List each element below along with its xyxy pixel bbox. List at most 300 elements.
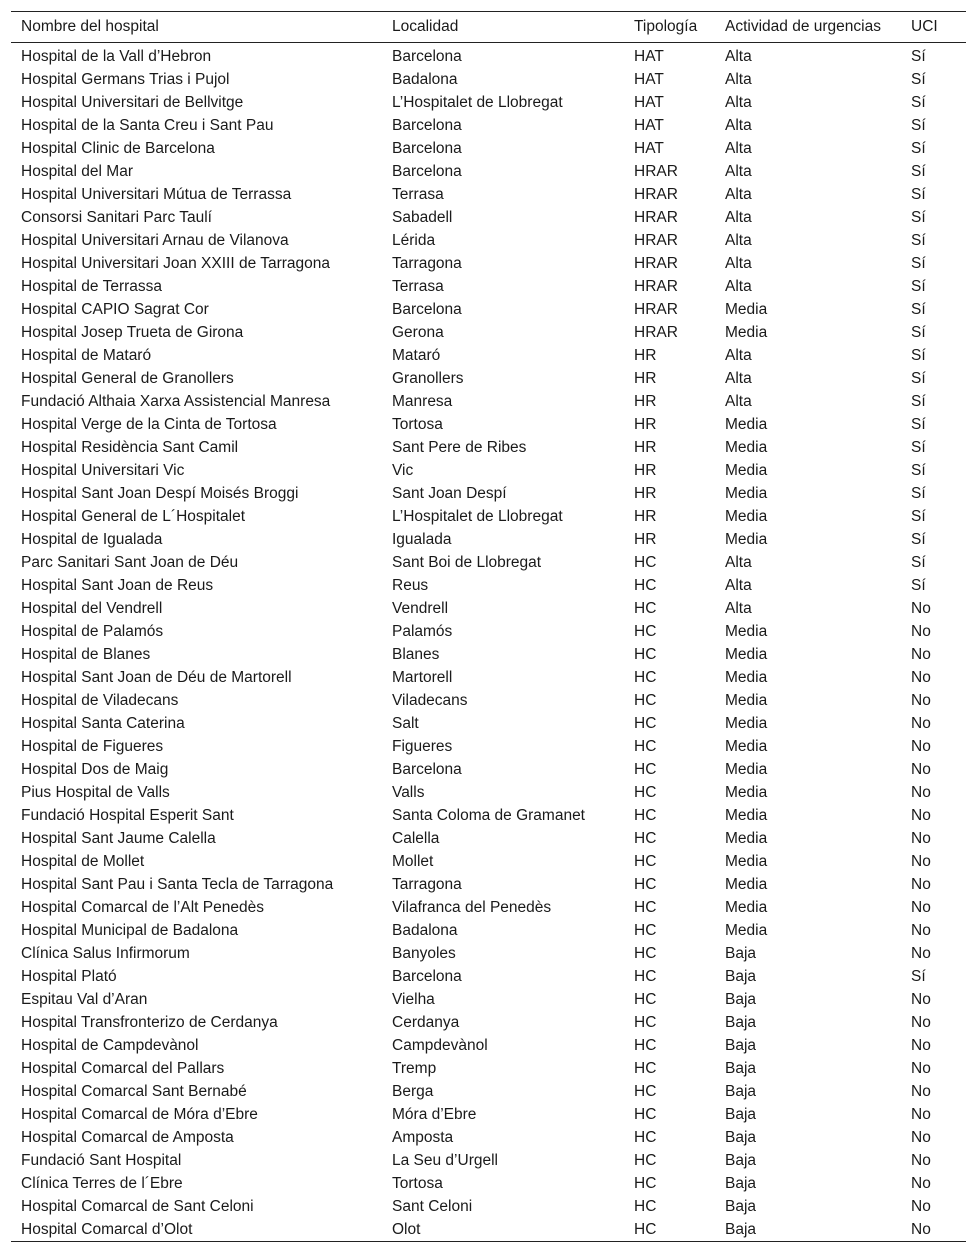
cell-emergency-activity: Baja bbox=[715, 1218, 901, 1242]
cell-hospital-name: Hospital Comarcal de Amposta bbox=[21, 1128, 234, 1146]
table-row bbox=[11, 551, 966, 574]
cell-typology: HRAR bbox=[634, 277, 678, 295]
cell-locality: Barcelona bbox=[392, 760, 462, 778]
cell-emergency-activity: Media bbox=[725, 530, 768, 548]
cell-hospital-name: Parc Sanitari Sant Joan de Déu bbox=[21, 553, 239, 571]
cell-typology: HC bbox=[634, 1197, 657, 1215]
cell-typology: HR bbox=[634, 484, 657, 502]
cell-icu: Sí bbox=[911, 967, 926, 985]
cell-typology: HC bbox=[634, 622, 657, 640]
header-typology: Tipología bbox=[624, 12, 715, 43]
cell-emergency-activity: Alta bbox=[725, 277, 752, 295]
cell-emergency-activity: Media bbox=[725, 898, 768, 916]
cell-locality: Palamós bbox=[392, 622, 453, 640]
cell-emergency-activity: Media bbox=[725, 645, 768, 663]
cell-icu: Sí bbox=[911, 507, 926, 525]
table-body bbox=[11, 43, 966, 1242]
cell-hospital-name: Hospital Verge de la Cinta de Tortosa bbox=[21, 415, 277, 433]
cell-emergency-activity: Alta bbox=[725, 139, 752, 157]
cell-hospital-name: Hospital Sant Joan de Reus bbox=[21, 576, 214, 594]
table-row bbox=[11, 390, 966, 413]
cell-icu: No bbox=[911, 806, 931, 824]
cell-icu: No bbox=[911, 714, 931, 732]
cell-emergency-activity: Media bbox=[725, 829, 768, 847]
cell-icu: Sí bbox=[911, 323, 926, 341]
cell-hospital-name: Hospital del Mar bbox=[21, 162, 133, 180]
table-row bbox=[11, 804, 966, 827]
cell-icu: Sí bbox=[911, 300, 926, 318]
cell-icu: No bbox=[911, 875, 931, 893]
cell-hospital-name: Hospital Plató bbox=[21, 967, 117, 985]
cell-locality: Salt bbox=[392, 714, 419, 732]
cell-hospital-name: Fundació Althaia Xarxa Assistencial Manresa bbox=[21, 392, 331, 410]
cell-hospital-name: Hospital de la Vall d’Hebron bbox=[21, 47, 212, 65]
cell-emergency-activity: Alta bbox=[725, 369, 752, 387]
cell-emergency-activity: Alta bbox=[725, 162, 752, 180]
cell-typology: HC bbox=[634, 1036, 657, 1054]
table-row bbox=[11, 528, 966, 551]
cell-typology: HAT bbox=[634, 116, 664, 134]
cell-hospital-name: Hospital Sant Joan de Déu de Martorell bbox=[21, 668, 292, 686]
table-row bbox=[11, 459, 966, 482]
table-row bbox=[11, 114, 966, 137]
table-row bbox=[11, 229, 966, 252]
table-row bbox=[11, 1126, 966, 1149]
cell-locality: Martorell bbox=[392, 668, 453, 686]
cell-typology: HC bbox=[634, 806, 657, 824]
cell-icu: No bbox=[911, 990, 931, 1008]
cell-emergency-activity: Alta bbox=[725, 346, 752, 364]
table-row bbox=[11, 505, 966, 528]
table-row bbox=[11, 620, 966, 643]
cell-icu: Sí bbox=[911, 139, 926, 157]
cell-emergency-activity: Alta bbox=[725, 392, 752, 410]
cell-hospital-name: Pius Hospital de Valls bbox=[21, 783, 170, 801]
cell-icu: No bbox=[911, 645, 931, 663]
table-row bbox=[11, 781, 966, 804]
hospital-table-container bbox=[11, 11, 966, 1242]
cell-hospital-name: Hospital CAPIO Sagrat Cor bbox=[21, 300, 209, 318]
cell-typology: HC bbox=[634, 599, 657, 617]
table-row bbox=[11, 206, 966, 229]
cell-hospital-name: Hospital de Mollet bbox=[21, 852, 145, 870]
cell-icu: Sí bbox=[911, 346, 926, 364]
cell-locality: Tortosa bbox=[392, 1174, 443, 1192]
table-header bbox=[11, 12, 966, 43]
cell-icu: Sí bbox=[911, 70, 926, 88]
cell-emergency-activity: Alta bbox=[725, 254, 752, 272]
cell-icu: Sí bbox=[911, 369, 926, 387]
cell-typology: HC bbox=[634, 1151, 657, 1169]
cell-locality: Barcelona bbox=[392, 47, 462, 65]
cell-typology: HAT bbox=[634, 93, 664, 111]
table-row bbox=[11, 160, 966, 183]
cell-locality: Barcelona bbox=[392, 139, 462, 157]
cell-typology: HC bbox=[634, 1059, 657, 1077]
cell-typology: HRAR bbox=[634, 185, 678, 203]
cell-typology: HC bbox=[634, 737, 657, 755]
cell-icu: No bbox=[911, 1174, 931, 1192]
cell-hospital-name: Hospital Comarcal d’Olot bbox=[11, 1218, 382, 1242]
table-row bbox=[11, 482, 966, 505]
cell-icu: No bbox=[911, 921, 931, 939]
cell-hospital-name: Hospital de Mataró bbox=[21, 346, 152, 364]
table-row bbox=[11, 91, 966, 114]
cell-locality: Berga bbox=[392, 1082, 434, 1100]
cell-emergency-activity: Baja bbox=[725, 944, 757, 962]
cell-hospital-name: Hospital Clinic de Barcelona bbox=[21, 139, 215, 157]
cell-locality: Terrasa bbox=[392, 277, 444, 295]
cell-locality: Barcelona bbox=[392, 116, 462, 134]
cell-hospital-name: Consorsi Sanitari Parc Taulí bbox=[21, 208, 212, 226]
cell-hospital-name: Hospital de Figueres bbox=[21, 737, 164, 755]
cell-emergency-activity: Media bbox=[725, 714, 768, 732]
cell-hospital-name: Hospital Residència Sant Camil bbox=[21, 438, 239, 456]
cell-icu: No bbox=[911, 691, 931, 709]
cell-locality: Figueres bbox=[392, 737, 453, 755]
cell-locality: Sant Pere de Ribes bbox=[392, 438, 527, 456]
table-row bbox=[11, 758, 966, 781]
cell-emergency-activity: Baja bbox=[725, 1174, 757, 1192]
cell-typology: HRAR bbox=[634, 254, 678, 272]
table-row bbox=[11, 988, 966, 1011]
cell-icu: Sí bbox=[911, 162, 926, 180]
cell-icu: No bbox=[911, 599, 931, 617]
cell-hospital-name: Clínica Terres de l´Ebre bbox=[21, 1174, 183, 1192]
cell-typology: HAT bbox=[634, 70, 664, 88]
cell-locality: Vilafranca del Penedès bbox=[392, 898, 552, 916]
cell-emergency-activity: Alta bbox=[725, 93, 752, 111]
table-row bbox=[11, 1057, 966, 1080]
cell-icu: Sí bbox=[911, 185, 926, 203]
cell-typology: HC bbox=[634, 967, 657, 985]
cell-icu: No bbox=[911, 898, 931, 916]
cell-typology: HC bbox=[634, 576, 657, 594]
table-row bbox=[11, 344, 966, 367]
cell-hospital-name: Fundació Sant Hospital bbox=[21, 1151, 182, 1169]
cell-locality: Gerona bbox=[392, 323, 444, 341]
table-row bbox=[11, 827, 966, 850]
cell-icu: No bbox=[911, 1013, 931, 1031]
cell-icu: Sí bbox=[911, 484, 926, 502]
cell-emergency-activity: Baja bbox=[725, 1013, 757, 1031]
cell-locality: Viladecans bbox=[392, 691, 468, 709]
cell-typology: HC bbox=[624, 1218, 715, 1242]
cell-locality: Mataró bbox=[392, 346, 441, 364]
cell-locality: Barcelona bbox=[392, 162, 462, 180]
table-row bbox=[11, 68, 966, 91]
table-row bbox=[11, 367, 966, 390]
cell-icu: Sí bbox=[911, 438, 926, 456]
cell-icu: No bbox=[911, 1128, 931, 1146]
hospital-table bbox=[11, 11, 966, 1242]
cell-locality: Tarragona bbox=[392, 875, 462, 893]
cell-hospital-name: Hospital Comarcal del Pallars bbox=[21, 1059, 225, 1077]
table-row bbox=[11, 965, 966, 988]
cell-emergency-activity: Alta bbox=[725, 599, 752, 617]
cell-icu: Sí bbox=[911, 530, 926, 548]
cell-locality: Vielha bbox=[392, 990, 435, 1008]
cell-typology: HRAR bbox=[634, 208, 678, 226]
cell-icu: No bbox=[911, 1197, 931, 1215]
table-row bbox=[11, 1149, 966, 1172]
cell-emergency-activity: Alta bbox=[725, 47, 752, 65]
cell-icu: No bbox=[911, 760, 931, 778]
cell-icu: Sí bbox=[911, 392, 926, 410]
cell-hospital-name: Hospital Sant Joan Despí Moisés Broggi bbox=[21, 484, 299, 502]
header-hospital-name: Nombre del hospital bbox=[11, 12, 382, 43]
cell-icu: Sí bbox=[911, 47, 926, 65]
cell-emergency-activity: Media bbox=[725, 852, 768, 870]
cell-icu: No bbox=[911, 1082, 931, 1100]
cell-hospital-name: Hospital Universitari Vic bbox=[21, 461, 185, 479]
cell-locality: Reus bbox=[392, 576, 429, 594]
cell-emergency-activity: Baja bbox=[725, 990, 757, 1008]
cell-typology: HC bbox=[634, 645, 657, 663]
cell-hospital-name: Hospital Comarcal Sant Bernabé bbox=[21, 1082, 247, 1100]
table-row bbox=[11, 298, 966, 321]
cell-typology: HRAR bbox=[634, 323, 678, 341]
cell-icu: No bbox=[911, 1059, 931, 1077]
cell-emergency-activity: Media bbox=[725, 760, 768, 778]
header-icu: UCI bbox=[901, 12, 966, 43]
table-row bbox=[11, 942, 966, 965]
cell-icu: No bbox=[911, 852, 931, 870]
cell-typology: HC bbox=[634, 829, 657, 847]
table-row bbox=[11, 1195, 966, 1218]
cell-locality: Terrasa bbox=[392, 185, 444, 203]
table-row bbox=[11, 436, 966, 459]
cell-hospital-name: Hospital de Terrassa bbox=[21, 277, 163, 295]
cell-emergency-activity: Baja bbox=[725, 1036, 757, 1054]
cell-typology: HC bbox=[634, 852, 657, 870]
cell-hospital-name: Hospital General de Granollers bbox=[21, 369, 234, 387]
cell-emergency-activity: Baja bbox=[725, 967, 757, 985]
cell-locality: Blanes bbox=[392, 645, 440, 663]
cell-hospital-name: Hospital Municipal de Badalona bbox=[21, 921, 239, 939]
cell-icu: Sí bbox=[911, 277, 926, 295]
cell-locality: Cerdanya bbox=[392, 1013, 460, 1031]
cell-typology: HRAR bbox=[634, 162, 678, 180]
cell-locality: Barcelona bbox=[392, 967, 462, 985]
header-locality: Localidad bbox=[382, 12, 624, 43]
cell-typology: HAT bbox=[634, 139, 664, 157]
cell-emergency-activity: Media bbox=[725, 737, 768, 755]
cell-emergency-activity: Media bbox=[725, 668, 768, 686]
cell-locality: Sabadell bbox=[392, 208, 453, 226]
table-row bbox=[11, 712, 966, 735]
table-row bbox=[11, 896, 966, 919]
table-row bbox=[11, 1172, 966, 1195]
cell-emergency-activity: Media bbox=[725, 691, 768, 709]
cell-locality: La Seu d’Urgell bbox=[392, 1151, 498, 1169]
table-row bbox=[11, 252, 966, 275]
cell-locality: Valls bbox=[392, 783, 425, 801]
cell-typology: HR bbox=[634, 461, 657, 479]
cell-typology: HAT bbox=[634, 47, 664, 65]
cell-emergency-activity: Baja bbox=[725, 1082, 757, 1100]
cell-hospital-name: Hospital Dos de Maig bbox=[21, 760, 169, 778]
cell-hospital-name: Hospital Comarcal de Sant Celoni bbox=[21, 1197, 254, 1215]
cell-icu: Sí bbox=[911, 116, 926, 134]
cell-icu: Sí bbox=[911, 231, 926, 249]
cell-icu: Sí bbox=[911, 576, 926, 594]
cell-locality: Barcelona bbox=[392, 300, 462, 318]
cell-icu: Sí bbox=[911, 461, 926, 479]
cell-icu: No bbox=[911, 668, 931, 686]
cell-typology: HC bbox=[634, 783, 657, 801]
cell-emergency-activity: Baja bbox=[725, 1197, 757, 1215]
cell-icu: Sí bbox=[911, 553, 926, 571]
cell-typology: HRAR bbox=[634, 300, 678, 318]
cell-typology: HC bbox=[634, 553, 657, 571]
cell-typology: HC bbox=[634, 668, 657, 686]
cell-hospital-name: Hospital Comarcal de l’Alt Penedès bbox=[21, 898, 264, 916]
cell-icu: No bbox=[911, 1105, 931, 1123]
cell-icu: No bbox=[911, 1036, 931, 1054]
cell-typology: HC bbox=[634, 691, 657, 709]
cell-emergency-activity: Alta bbox=[725, 185, 752, 203]
cell-typology: HC bbox=[634, 990, 657, 1008]
table-row bbox=[11, 574, 966, 597]
cell-hospital-name: Hospital Santa Caterina bbox=[21, 714, 185, 732]
cell-typology: HC bbox=[634, 1105, 657, 1123]
cell-typology: HC bbox=[634, 1128, 657, 1146]
cell-hospital-name: Hospital General de L´Hospitalet bbox=[21, 507, 246, 525]
cell-icu: No bbox=[911, 944, 931, 962]
cell-locality: Santa Coloma de Gramanet bbox=[392, 806, 585, 824]
cell-icu: No bbox=[911, 622, 931, 640]
cell-locality: Sant Joan Despí bbox=[392, 484, 507, 502]
cell-typology: HRAR bbox=[634, 231, 678, 249]
cell-hospital-name: Hospital del Vendrell bbox=[21, 599, 163, 617]
table-row bbox=[11, 137, 966, 160]
cell-hospital-name: Hospital de Blanes bbox=[21, 645, 151, 663]
cell-locality: Tarragona bbox=[392, 254, 462, 272]
table-row bbox=[11, 919, 966, 942]
cell-hospital-name: Fundació Hospital Esperit Sant bbox=[21, 806, 234, 824]
table-row bbox=[11, 643, 966, 666]
cell-emergency-activity: Media bbox=[725, 783, 768, 801]
cell-emergency-activity: Media bbox=[725, 875, 768, 893]
cell-locality: Manresa bbox=[392, 392, 453, 410]
cell-typology: HR bbox=[634, 438, 657, 456]
cell-emergency-activity: Baja bbox=[725, 1059, 757, 1077]
cell-hospital-name: Hospital Universitari Joan XXIII de Tarragona bbox=[21, 254, 331, 272]
cell-hospital-name: Hospital de Palamós bbox=[21, 622, 164, 640]
cell-locality: Banyoles bbox=[392, 944, 456, 962]
cell-emergency-activity: Alta bbox=[725, 576, 752, 594]
cell-locality: Calella bbox=[392, 829, 440, 847]
cell-hospital-name: Hospital Josep Trueta de Girona bbox=[21, 323, 244, 341]
cell-emergency-activity: Media bbox=[725, 415, 768, 433]
cell-emergency-activity: Baja bbox=[725, 1151, 757, 1169]
cell-typology: HC bbox=[634, 1082, 657, 1100]
cell-emergency-activity: Media bbox=[725, 438, 768, 456]
table-row bbox=[11, 873, 966, 896]
cell-locality: Vic bbox=[392, 461, 414, 479]
table-row bbox=[11, 183, 966, 206]
cell-typology: HC bbox=[634, 760, 657, 778]
cell-emergency-activity: Media bbox=[725, 484, 768, 502]
cell-emergency-activity: Media bbox=[725, 921, 768, 939]
cell-locality: Tortosa bbox=[392, 415, 443, 433]
cell-hospital-name: Hospital Germans Trias i Pujol bbox=[21, 70, 230, 88]
cell-emergency-activity: Alta bbox=[725, 553, 752, 571]
cell-emergency-activity: Baja bbox=[725, 1105, 757, 1123]
cell-typology: HC bbox=[634, 875, 657, 893]
cell-locality: Móra d’Ebre bbox=[392, 1105, 477, 1123]
cell-locality: Olot bbox=[382, 1218, 624, 1242]
table-row bbox=[11, 1218, 966, 1242]
cell-locality: Badalona bbox=[392, 70, 458, 88]
cell-locality: Campdevànol bbox=[392, 1036, 488, 1054]
cell-locality: Sant Boi de Llobregat bbox=[392, 553, 542, 571]
cell-emergency-activity: Media bbox=[725, 300, 768, 318]
table-row bbox=[11, 597, 966, 620]
cell-typology: HR bbox=[634, 530, 657, 548]
table-row bbox=[11, 43, 966, 69]
header-row bbox=[11, 12, 966, 43]
cell-locality: Granollers bbox=[392, 369, 464, 387]
table-row bbox=[11, 689, 966, 712]
cell-typology: HR bbox=[634, 415, 657, 433]
cell-locality: Amposta bbox=[392, 1128, 454, 1146]
cell-icu: Sí bbox=[911, 208, 926, 226]
cell-hospital-name: Hospital Universitari Arnau de Vilanova bbox=[21, 231, 289, 249]
cell-locality: L’Hospitalet de Llobregat bbox=[392, 507, 563, 525]
cell-hospital-name: Hospital Sant Jaume Calella bbox=[21, 829, 216, 847]
cell-emergency-activity: Alta bbox=[725, 70, 752, 88]
cell-typology: HC bbox=[634, 1013, 657, 1031]
cell-hospital-name: Hospital de Viladecans bbox=[21, 691, 179, 709]
cell-hospital-name: Hospital de Igualada bbox=[21, 530, 163, 548]
table-row bbox=[11, 735, 966, 758]
cell-hospital-name: Hospital Universitari Mútua de Terrassa bbox=[21, 185, 292, 203]
cell-typology: HR bbox=[634, 346, 657, 364]
cell-typology: HR bbox=[634, 507, 657, 525]
cell-emergency-activity: Baja bbox=[725, 1128, 757, 1146]
table-row bbox=[11, 413, 966, 436]
cell-typology: HC bbox=[634, 898, 657, 916]
cell-typology: HC bbox=[634, 921, 657, 939]
table-row bbox=[11, 1011, 966, 1034]
table-row bbox=[11, 1080, 966, 1103]
table-row bbox=[11, 275, 966, 298]
cell-emergency-activity: Alta bbox=[725, 208, 752, 226]
cell-icu: No bbox=[911, 1151, 931, 1169]
table-row bbox=[11, 321, 966, 344]
cell-typology: HC bbox=[634, 944, 657, 962]
cell-icu: Sí bbox=[911, 254, 926, 272]
table-row bbox=[11, 850, 966, 873]
cell-hospital-name: Espitau Val d’Aran bbox=[21, 990, 148, 1008]
cell-locality: Mollet bbox=[392, 852, 434, 870]
cell-emergency-activity: Media bbox=[725, 622, 768, 640]
cell-locality: Sant Celoni bbox=[392, 1197, 473, 1215]
cell-icu: No bbox=[911, 737, 931, 755]
cell-hospital-name: Hospital Universitari de Bellvitge bbox=[21, 93, 244, 111]
cell-hospital-name: Hospital de la Santa Creu i Sant Pau bbox=[21, 116, 274, 134]
cell-hospital-name: Hospital Sant Pau i Santa Tecla de Tarragona bbox=[21, 875, 334, 893]
cell-typology: HC bbox=[634, 714, 657, 732]
cell-emergency-activity: Media bbox=[725, 507, 768, 525]
cell-typology: HR bbox=[634, 392, 657, 410]
cell-locality: L’Hospitalet de Llobregat bbox=[392, 93, 563, 111]
cell-icu: No bbox=[911, 829, 931, 847]
header-emergency-activity: Actividad de urgencias bbox=[715, 12, 901, 43]
cell-icu: No bbox=[911, 783, 931, 801]
